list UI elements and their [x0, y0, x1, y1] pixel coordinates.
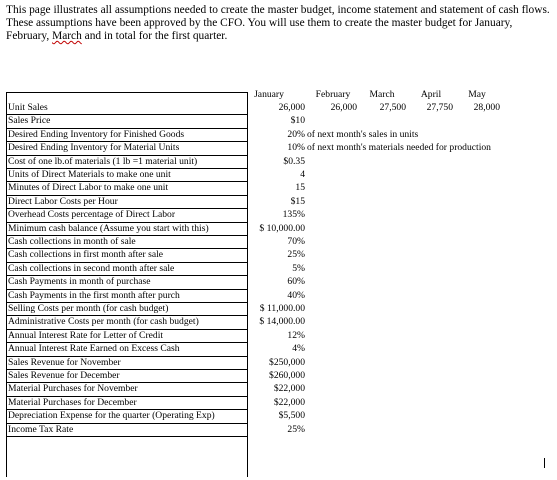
- row-label: Cash collections in month of sale: [8, 236, 136, 247]
- row-value: 25%: [287, 423, 305, 435]
- intro-march-word: March: [52, 30, 82, 42]
- row-value: 20%: [287, 128, 305, 140]
- row-label: Cost of one lb.of materials (1 lb =1 material unit): [8, 155, 198, 167]
- row-label: Cash Payments in month of purchase: [8, 276, 151, 288]
- row-value: 40%: [287, 289, 305, 301]
- row-label: Sales Revenue for November: [8, 356, 121, 368]
- month-header-january: January: [254, 89, 284, 100]
- row-value: $22,000: [273, 383, 305, 395]
- row-label: Cash collections in second month after sale: [8, 262, 175, 274]
- row-value: $260,000: [269, 370, 305, 381]
- row-label: Administrative Costs per month (for cash budget): [8, 316, 199, 328]
- row-value: 15: [295, 182, 305, 194]
- row-label: Annual Interest Rate Earned on Excess Cash: [8, 343, 180, 355]
- row-label: Annual Interest Rate for Letter of Credit: [8, 329, 164, 341]
- unit-sales-value-may: 28,000: [473, 102, 500, 113]
- row-value: 60%: [287, 276, 305, 288]
- row-label: Depreciation Expense for the quarter (Operating Exp): [8, 410, 215, 422]
- row-label: Sales Price: [8, 115, 51, 127]
- row-label: Minimum cash balance (Assume you start with this): [8, 222, 209, 234]
- row-label: Cash Payments in the first month after purch: [8, 289, 180, 301]
- row-label: Units of Direct Materials to make one unit: [8, 169, 171, 180]
- row-value: $0.35: [283, 155, 305, 167]
- row-note: of next month's materials needed for production: [307, 142, 491, 154]
- row-value: $ 14,000.00: [259, 316, 305, 328]
- month-header-february: February: [315, 89, 351, 100]
- month-header-march: March: [369, 89, 395, 100]
- row-value: $22,000: [273, 396, 305, 408]
- month-header-april: April: [420, 89, 442, 100]
- row-label: Desired Ending Inventory for Finished Goods: [8, 128, 185, 140]
- row-label: Unit Sales: [8, 102, 48, 113]
- row-label: Direct Labor Costs per Hour: [8, 195, 118, 207]
- row-label: Sales Revenue for December: [8, 370, 120, 381]
- row-label: Material Purchases for December: [8, 396, 137, 408]
- row-label: Material Purchases for November: [8, 383, 138, 395]
- unit-sales-value-january: 26,000: [278, 102, 305, 113]
- row-value: 4%: [292, 343, 305, 355]
- row-label: Selling Costs per month (for cash budget): [8, 303, 169, 314]
- row-value: 25%: [287, 249, 305, 261]
- row-value: 10%: [287, 142, 305, 154]
- row-value: $250,000: [269, 356, 305, 368]
- row-label: Cash collections in first month after sale: [8, 249, 164, 261]
- row-value: 4: [300, 169, 305, 180]
- text-cursor: [544, 458, 545, 468]
- row-value: 12%: [287, 329, 305, 341]
- month-header-may: May: [468, 89, 486, 100]
- row-value: 70%: [287, 236, 305, 247]
- row-label: Minutes of Direct Labor to make one unit: [8, 182, 169, 194]
- unit-sales-value-march: 27,500: [379, 102, 406, 113]
- row-value: $15: [290, 195, 305, 207]
- row-value: $ 11,000.00: [259, 303, 305, 314]
- row-note: of next month's sales in units: [307, 128, 419, 140]
- row-value: $ 10,000.00: [259, 222, 305, 234]
- row-label: Overhead Costs percentage of Direct Labor: [8, 209, 176, 221]
- column-divider-left: [6, 92, 7, 477]
- unit-sales-value-february: 26,000: [330, 102, 357, 113]
- row-label: Income Tax Rate: [8, 423, 74, 435]
- row-value: $10: [290, 115, 305, 127]
- intro-text-part1: This page illustrates all assumptions needed to create the master budget, income statement and statement of cash flows. These assumptions have been approved by the CFO. You will use them to create the master budget for January, February,: [6, 4, 550, 42]
- row-border: [6, 436, 247, 437]
- row-value: $5,500: [278, 410, 305, 422]
- header-top-border: [6, 92, 247, 93]
- unit-sales-value-april: 27,750: [426, 102, 453, 113]
- row-value: 135%: [282, 209, 305, 221]
- intro-text-part2: and in total for the first quarter.: [81, 30, 228, 42]
- row-label: Desired Ending Inventory for Material Units: [8, 142, 180, 154]
- row-value: 5%: [292, 262, 305, 274]
